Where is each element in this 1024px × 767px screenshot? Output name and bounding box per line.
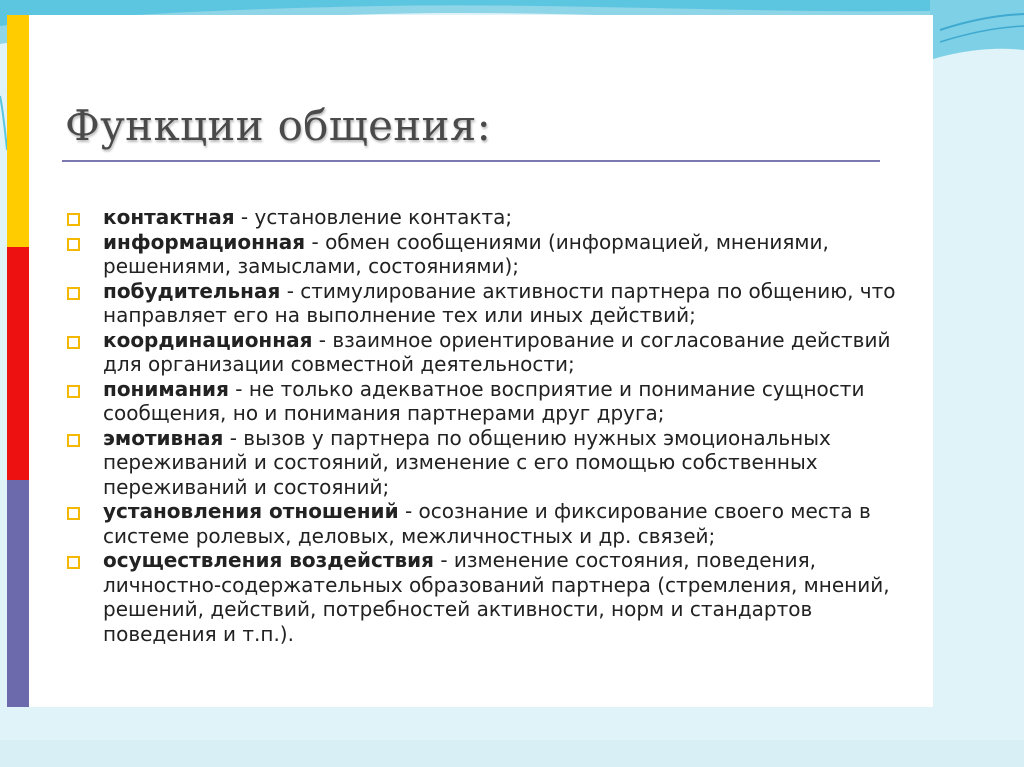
item-description: - не только адекватное восприятие и понимание сущности сообщения, но и понимания партнерами друг друга; [103, 376, 865, 425]
square-bullet-icon [67, 434, 80, 447]
item-description: - осознание и фиксирование своего места в системе ролевых, деловых, межличностных и др. связей; [103, 499, 871, 548]
title-divider [62, 160, 880, 162]
list-item [67, 377, 927, 426]
item-description: - изменение состояния, поведения, личностно-содержательных образований партнера (стремления, мнений, решений, действий, потребностей активности, норм и стандартов поведения и т.п.). [103, 548, 890, 646]
square-bullet-icon [67, 287, 80, 300]
square-bullet-icon [67, 213, 80, 226]
item-description: - стимулирование активности партнера по общению, что направляет его на выполнение тех или иных действий; [103, 278, 896, 327]
item-description: - установление контакта; [234, 205, 513, 229]
item-term: координационная [103, 327, 313, 352]
slide-title: Функции общения: [65, 101, 492, 150]
item-term: контактная [103, 205, 235, 229]
square-bullet-icon [67, 556, 80, 569]
accent-bar-yellow [7, 15, 29, 247]
item-term: понимания [103, 376, 229, 401]
accent-bar-red [7, 247, 29, 480]
item-term: установления отношений [103, 499, 399, 523]
accent-bar-purple [7, 480, 29, 707]
square-bullet-icon [67, 385, 80, 398]
item-description: - вызов у партнера по общению нужных эмоциональных переживаний и состояний, изменение с его помощью собственных переживаний и состояний; [103, 425, 831, 499]
list-item [67, 279, 927, 328]
list-item [67, 426, 927, 500]
item-term: осуществления воздействия [103, 548, 434, 572]
item-description: - взаимное ориентирование и согласование действий для организации совместной деятельности; [103, 327, 891, 376]
square-bullet-icon [67, 507, 80, 520]
square-bullet-icon [67, 238, 80, 251]
list-item [67, 205, 927, 230]
item-term: информационная [103, 229, 306, 254]
item-description: - обмен сообщениями (информацией, мнениями, решениями, замыслами, состояниями); [103, 229, 829, 278]
list-item [67, 499, 927, 548]
functions-list [67, 205, 927, 646]
list-item [67, 328, 927, 377]
item-term: эмотивная [103, 425, 224, 450]
list-item [67, 548, 927, 646]
list-item [67, 230, 927, 279]
square-bullet-icon [67, 336, 80, 349]
item-term: побудительная [103, 278, 281, 303]
slide [7, 15, 933, 707]
